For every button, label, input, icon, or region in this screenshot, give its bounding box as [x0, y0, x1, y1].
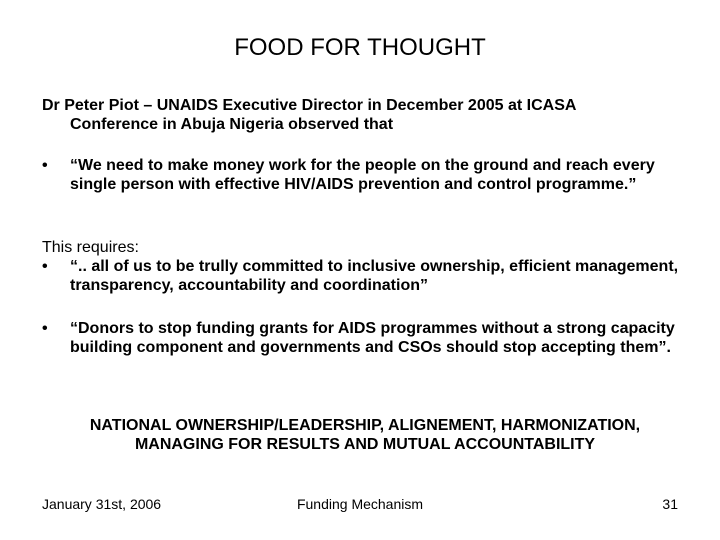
summary-statement	[30, 416, 700, 454]
quote-1-text: “We need to make money work for the people on the ground and reach every single person with effective HIV/AIDS prevention and control programme.”	[70, 157, 655, 193]
bullet-marker: •	[42, 258, 48, 275]
requires-label: This requires:	[42, 239, 139, 256]
quote-2-text: “.. all of us to be trully committed to inclusive ownership, efficient management, transparency, accountability and coordination”	[70, 258, 679, 294]
bullet-marker: •	[42, 320, 48, 337]
slide-title: FOOD FOR THOUGHT	[234, 34, 486, 61]
quote-bullet-2	[42, 257, 692, 295]
bullet-marker: •	[42, 157, 48, 174]
intro-line-2: Conference in Abuja Nigeria observed that	[70, 116, 394, 133]
footer-page-number: 31	[662, 496, 678, 512]
quote-3-text: “Donors to stop funding grants for AIDS programmes without a strong capacity building component and governments and CSOs should stop accepting them”.	[70, 320, 675, 356]
intro-paragraph	[42, 96, 692, 134]
quote-bullet-1	[42, 156, 692, 194]
footer-date: January 31st, 2006	[42, 496, 162, 512]
footer-title: Funding Mechanism	[296, 496, 424, 512]
intro-line-1: Dr Peter Piot – UNAIDS Executive Director in December 2005 at ICASA	[42, 97, 577, 114]
summary-line-2: MANAGING FOR RESULTS AND MUTUAL ACCOUNTABILITY	[134, 436, 596, 453]
summary-line-1: NATIONAL OWNERSHIP/LEADERSHIP, ALIGNEMENT, HARMONIZATION,	[89, 417, 641, 434]
quote-bullet-3	[42, 319, 692, 357]
